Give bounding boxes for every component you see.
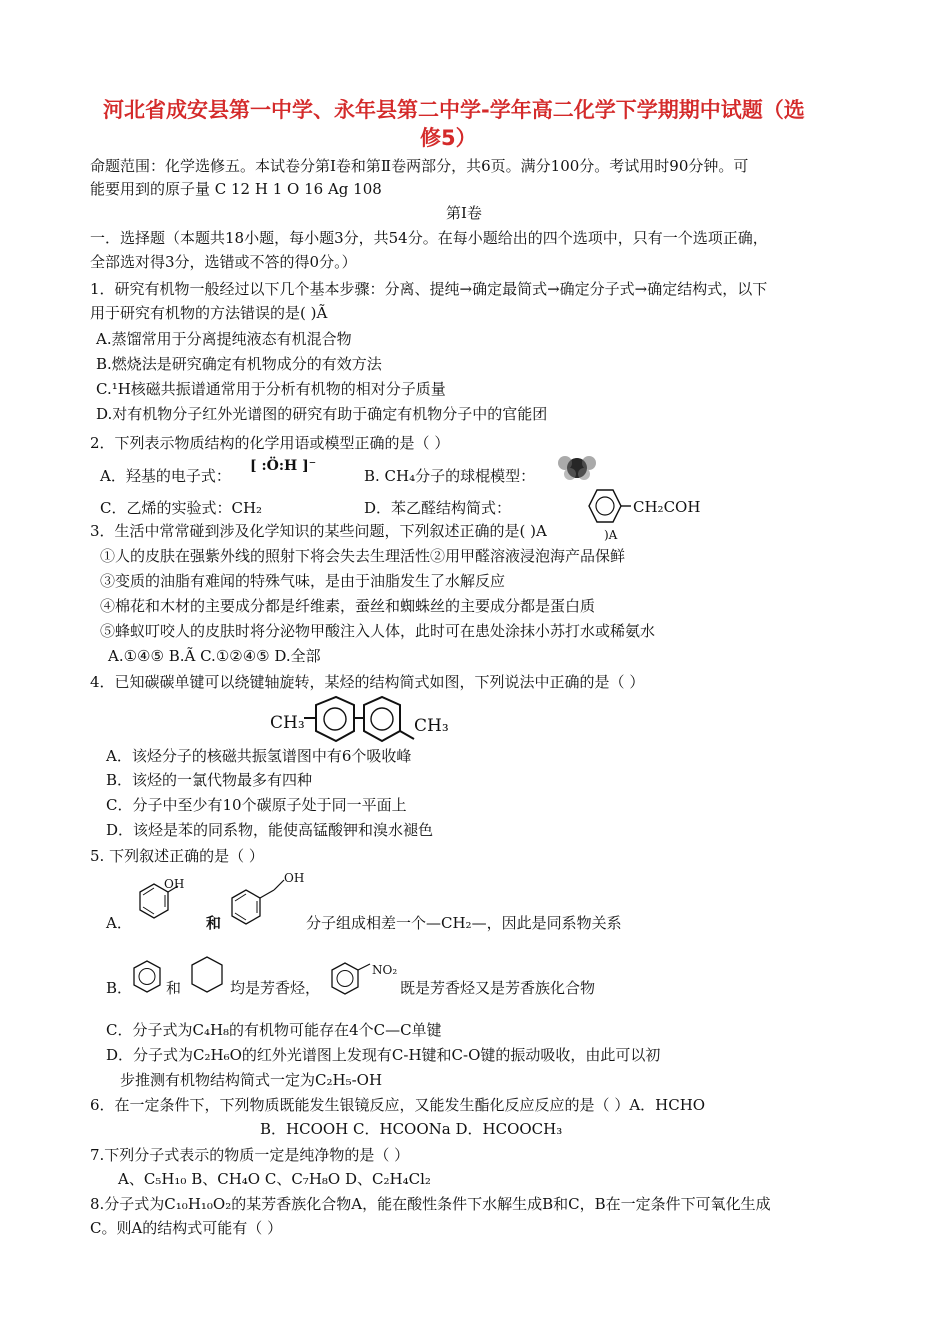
q5-stem: 5. 下列叙述正确的是（ ） — [90, 847, 264, 865]
q1-stem-line-1: 1．研究有机物一般经过以下几个基本步骤：分离、提纯→确定最简式→确定分子式→确定结构式，以下 — [90, 280, 768, 298]
q5-nitro-group: NO₂ — [372, 963, 398, 977]
q5-option-a-text: 分子组成相差一个—CH₂—，因此是同系物关系 — [306, 914, 622, 932]
q5-a-and: 和 — [206, 914, 222, 932]
benzene-structure-image — [130, 958, 164, 996]
q2-d-tail: )A — [604, 528, 618, 542]
title-line-1: 河北省成安县第一中学、永年县第二中学-学年高二化学下学期期中试题（选 — [103, 98, 805, 122]
q8-stem-line-2: C。则A的结构式可能有（ ） — [90, 1219, 283, 1237]
q1-option-c: C.¹H核磁共振谱通常用于分析有机物的相对分子质量 — [96, 380, 446, 398]
q4-option-c: C．分子中至少有10个碳原子处于同一平面上 — [106, 796, 407, 814]
q2-option-b: B. CH₄分子的球棍模型： — [364, 467, 536, 485]
q2-option-d: D．苯乙醛结构简式： — [364, 499, 512, 517]
q5-a-label: A． — [106, 914, 132, 932]
ch4-ball-stick-model-image — [556, 452, 598, 482]
q2-phenylacetaldehyde-formula: CH₂COH — [633, 498, 701, 516]
q4-right-methyl: CH₃ — [414, 716, 449, 736]
part1-line-1: 一．选择题（本题共18小题，每小题3分，共54分。在每小题给出的四个选项中，只有一个选项正确， — [90, 229, 768, 247]
q5-option-d-line-1: D．分子式为C₂H₆O的红外光谱图上发现有C-H键和C-O键的振动吸收，由此可以初 — [106, 1046, 661, 1064]
q3-stem: 3．生活中常常碰到涉及化学知识的某些问题，下列叙述正确的是( )A — [90, 522, 547, 540]
biphenyl-structure-image — [302, 693, 418, 751]
q3-statement-3: ③变质的油脂有难闻的特殊气味，是由于油脂发生了水解反应 — [100, 572, 506, 590]
q2-option-c: C．乙烯的实验式：CH₂ — [100, 499, 263, 517]
q5-option-c: C．分子式为C₄H₈的有机物可能存在4个C—C单键 — [106, 1021, 442, 1039]
q6-options: B．HCOOH C．HCOONa D．HCOOCH₃ — [260, 1120, 563, 1138]
q5-b-text-2: 既是芳香烃又是芳香族化合物 — [400, 979, 596, 997]
q1-option-a: A.蒸馏常用于分离提纯液态有机混合物 — [96, 330, 352, 348]
part1-line-2: 全部选对得3分，选错或不答的得0分。） — [90, 253, 357, 271]
q7-options: A、C₅H₁₀ B、CH₄O C、C₇H₈O D、C₂H₄Cl₂ — [118, 1170, 431, 1188]
q4-option-d: D．该烃是苯的同系物，能使高锰酸钾和溴水褪色 — [106, 821, 434, 839]
q5-b-text-1: 均是芳香烃， — [230, 979, 321, 997]
q1-stem-line-2: 用于研究有机物的方法错误的是( )Ã — [90, 304, 328, 322]
q4-option-b: B．该烃的一氯代物最多有四种 — [106, 771, 313, 789]
q3-statement-5: ⑤蜂蚁叮咬人的皮肤时将分泌物甲酸注入人体，此时可在患处涂抹小苏打水或稀氨水 — [100, 622, 656, 640]
q5-b-and: 和 — [166, 979, 182, 997]
q5-phenol-oh: OH — [164, 877, 185, 891]
q8-stem-line-1: 8.分子式为C₁₀H₁₀O₂的某芳香族化合物A，能在酸性条件下水解生成B和C，B在一定条件下可氧化生成 — [90, 1195, 771, 1213]
q1-option-b: B.燃烧法是研究确定有机物成分的有效方法 — [96, 355, 382, 373]
title-line-2: 修5） — [420, 126, 477, 150]
q5-benzyl-oh: OH — [284, 871, 305, 885]
benzene-ring-icon — [585, 488, 633, 524]
section-heading: 第Ⅰ卷 — [446, 204, 482, 222]
q4-left-methyl: CH₃ — [270, 713, 305, 733]
cyclohexane-structure-image — [188, 954, 226, 996]
intro-line-1: 命题范围：化学选修五。本试卷分第Ⅰ卷和第Ⅱ卷两部分，共6页。满分100分。考试用时90分钟。可 — [90, 157, 749, 175]
q6-stem: 6．在一定条件下，下列物质既能发生银镜反应，又能发生酯化反应反应的是（ ）A．HCHO — [90, 1096, 706, 1114]
intro-line-2: 能要用到的原子量 C 12 H 1 O 16 Ag 108 — [90, 180, 382, 198]
q4-stem: 4．已知碳碳单键可以绕键轴旋转，某烃的结构简式如图，下列说法中正确的是（ ） — [90, 673, 645, 691]
q2-stem: 2．下列表示物质结构的化学用语或模型正确的是（ ） — [90, 434, 450, 452]
q5-b-label: B． — [106, 979, 133, 997]
q2-hydroxyl-formula: [ :Ö:H ]⁻ — [250, 458, 317, 474]
q4-option-a: A．该烃分子的核磁共振氢谱图中有6个吸收峰 — [106, 747, 412, 765]
q7-stem: 7.下列分子式表示的物质一定是纯净物的是（ ） — [90, 1146, 410, 1164]
nitrobenzene-structure-image — [328, 960, 376, 998]
q3-statement-4: ④棉花和木材的主要成分都是纤维素，蚕丝和蜘蛛丝的主要成分都是蛋白质 — [100, 597, 596, 615]
q1-option-d: D.对有机物分子红外光谱图的研究有助于确定有机物分子中的官能团 — [96, 405, 548, 423]
q3-options: A.①④⑤ B.Ã C.①②④⑤ D.全部 — [108, 647, 321, 665]
q3-statement-1-2: ①人的皮肤在强紫外线的照射下将会失去生理活性②用甲醛溶液浸泡海产品保鲜 — [100, 547, 626, 565]
q5-option-d-line-2: 步推测有机物结构简式一定为C₂H₅-OH — [120, 1071, 383, 1089]
q2-option-a: A．羟基的电子式： — [100, 467, 231, 485]
